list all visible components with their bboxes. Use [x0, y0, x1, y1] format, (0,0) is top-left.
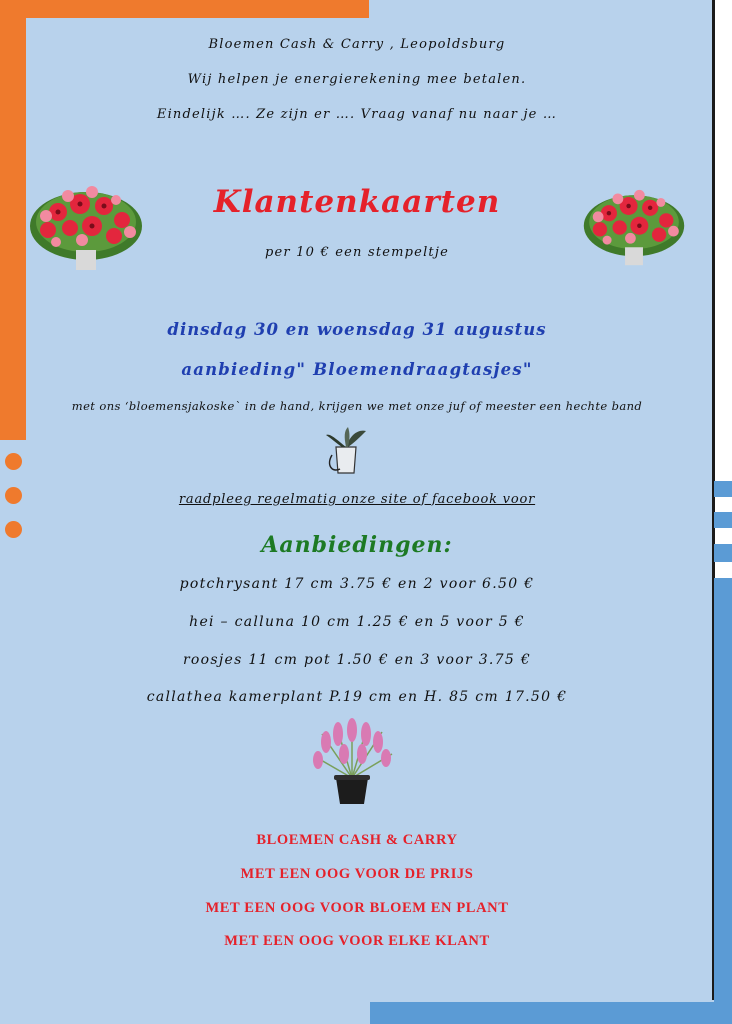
loyalty-title: Klantenkaarten [213, 184, 501, 220]
blue-bottom-bar [370, 1002, 732, 1024]
offers-title: Aanbiedingen: [261, 532, 453, 558]
slogan-line: MET EEN OOG VOOR BLOEM EN PLANT [205, 900, 509, 916]
blue-stripe [714, 544, 732, 562]
header-line-2: Wij helpen je energierekening mee betalen. [187, 72, 527, 87]
header-line-3: Eindelijk …. Ze zijn er …. Vraag vanaf nu naar je … [156, 107, 558, 122]
event-dates: dinsdag 30 en woensdag 31 augustus [167, 320, 547, 339]
offer-item: callathea kamerplant P.19 cm en H. 85 cm 17.50 € [146, 689, 568, 705]
loyalty-subtitle: per 10 € een stempeltje [265, 245, 449, 260]
event-tagline: met ons ‘bloemensjakoske` in de hand, krijgen we met onze juf of meester een hechte band [71, 399, 643, 413]
slogan-line: MET EEN OOG VOOR ELKE KLANT [224, 933, 490, 949]
blue-side-bar [714, 578, 732, 1002]
offer-item: potchrysant 17 cm 3.75 € en 2 voor 6.50 € [179, 576, 535, 592]
slogan-line: BLOEMEN CASH & CARRY [256, 832, 458, 848]
blue-stripe [714, 512, 732, 528]
orange-dot [5, 453, 22, 470]
heather-plant-icon [308, 714, 396, 806]
slogan-line: MET EEN OOG VOOR DE PRIJS [240, 866, 474, 882]
site-notice-link[interactable]: raadpleeg regelmatig onze site of facebook voor [178, 492, 536, 507]
blue-stripe [714, 481, 732, 497]
offer-item: hei – calluna 10 cm 1.25 € en 5 voor 5 € [189, 614, 525, 630]
orange-top-bar [0, 0, 369, 18]
offer-item: roosjes 11 cm pot 1.50 € en 3 voor 3.75 € [182, 652, 532, 668]
flower-bag-icon [322, 425, 370, 475]
event-offer: aanbieding" Bloemendraagtasjes" [181, 360, 533, 379]
header-line-1: Bloemen Cash & Carry , Leopoldsburg [208, 37, 506, 52]
